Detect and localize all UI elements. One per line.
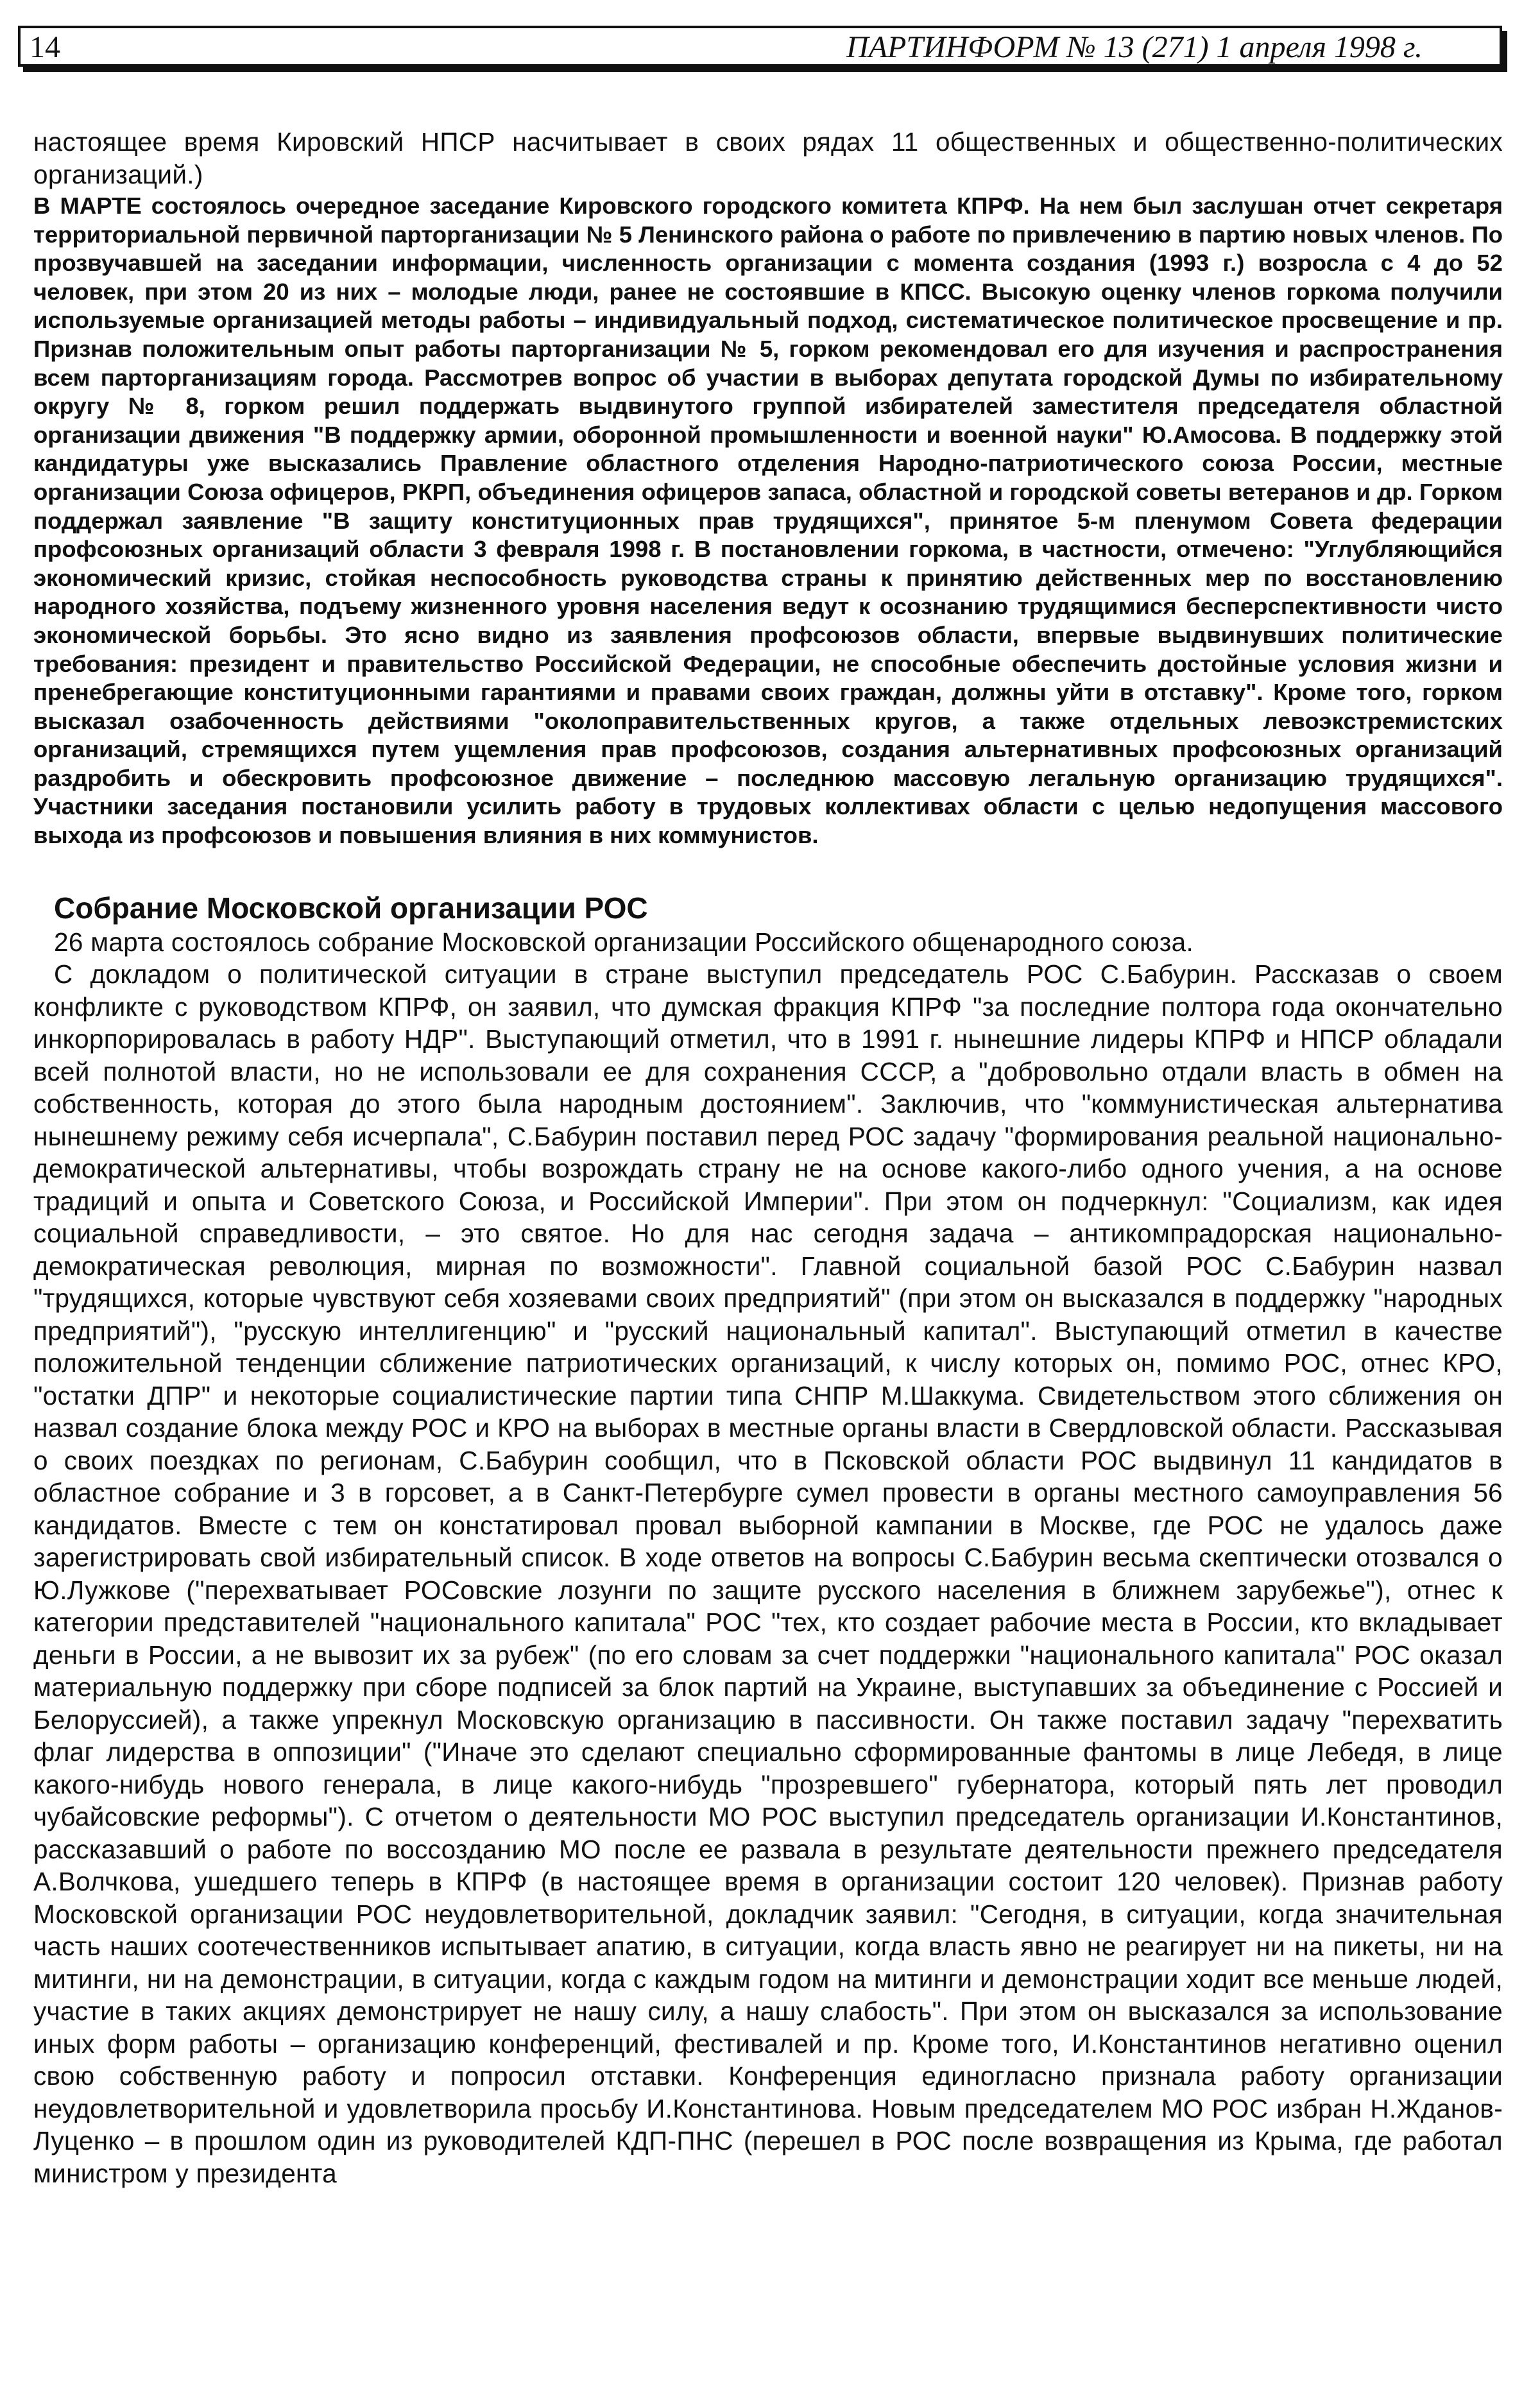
body-paragraph: С докладом о политической ситуации в стране выступил председатель РОС С.Бабурин. Рассказав о своем конфликте с руководством КПРФ, он заявил, что думская фракция КПРФ "за последние полтора года окончательно инкорпорировалась в работу НДР". Выступающий отметил, что в 1991 г. нынешние лидеры КПРФ и НПСР обладали всей полнотой власти, но не использовали ее для сохранения СССР, а "добровольно отдали власть в обмен на собственность, которая до этого была народным достоянием". Заключив, что "коммунистическая альтернатива нынешнему режиму себя исчерпала", С.Бабурин поставил перед РОС задачу "формирования реальной национально-демократической альтернативы, чтобы возрождать страну не на основе какого-либо одного учения, а на основе традиций и опыта и Советского Союза, и Российской Империи". При этом он подчеркнул: "Социализм, как идея социальной справедливости, – это святое. Но для нас сегодня задача – антикомпрадорская национально-демократическая революция, мирная по возможности". Главной социальной базой РОС С.Бабурин назвал "трудящихся, которые чувствуют себя хозяевами своих предприятий" (при этом он высказался в поддержку "народных предприятий"), "русскую интеллигенцию" и "русский национальный капитал". Выступающий отметил в качестве положительной тенденции сближение патриотических организаций, к числу которых он, помимо РОС, отнес КРО, "остатки ДПР" и некоторые социалистические партии типа СНПР М.Шаккума. Свидетельством этого сближения он назвал создание блока между РОС и КРО на выборах в местные органы власти в Свердловской области. Рассказывая о своих поездках по регионам, С.Бабурин сообщил, что в Псковской области РОС выдвинул 11 кандидатов в областное собрание и 3 в горсовет, а в Санкт-Петербурге сумел провести в органы местного самоуправления 56 кандидатов. Вместе с тем он констатировал провал выборной кампании в Москве, где РОС не удалось даже зарегистрировать свой избирательный список. В ходе ответов на вопросы С.Бабурин весьма скептически отозвался о Ю.Лужкове ("перехватывает РОСовские лозунги по защите русского населения в ближнем зарубежье"), отнес к категории представителей "национального капитала" РОС "тех, кто создает рабочие места в России, кто вкладывает деньги в России, а не вывозит их за рубеж" (по его словам за счет поддержки "национального капитала" РОС оказал материальную поддержку при сборе подписей за блок партий на Украине, выступавших за объединение с Россией и Белоруссией), а также упрекнул Московскую организацию в пассивности. Он также поставил задачу "перехватить флаг лидерства в оппозиции" ("Иначе это сделают специально сформированные фантомы в лице Лебедя, в лице какого-нибудь нового генерала, в лице какого-нибудь "прозревшего" губернатора, который пять лет проводил чубайсовские реформы"). С отчетом о деятельности МО РОС выступил председатель организации И.Константинов, рассказавший о работе по воссозданию МО после ее развала в результате деятельности прежнего председателя А.Волчкова, ушедшего теперь в КПРФ (в настоящее время в организации состоит 120 человек). Признав работу Московской организации РОС неудовлетворительной, докладчик заявил: "Сегодня, в ситуации, когда значительная часть наших соотечественников испытывает апатию, в ситуации, когда власть явно не реагирует ни на пикеты, ни на митинги, ни на демонстрации, в ситуации, когда с каждым годом на митинги и демонстрации ходит все меньше людей, участие в таких акциях демонстрирует не нашу силу, а нашу слабость". При этом он высказался за использование иных форм работы – организацию конференций, фестивалей и пр. Кроме того, И.Константинов негативно оценил свою собственную работу и попросил отставки. Конференция единогласно признала работу организации неудовлетворительной и удовлетворила просьбу И.Константинова. Новым председателем МО РОС избран Н.Жданов-Луценко – в прошлом один из руководителей КДП-ПНС (перешел в РОС после возвращения из Крыма, где работал министром у президента bbox=[33, 959, 1503, 2188]
issue-info: ПАРТИНФОРМ № 13 (271) 1 апреля 1998 г. bbox=[846, 30, 1423, 64]
continuation-paragraph: настоящее время Кировский НПСР насчитывает в своих рядах 11 общественных и общественно-политических организаций.) bbox=[33, 127, 1503, 189]
lead-paragraph: 26 марта состоялось собрание Московской организации Российского общенародного союза. bbox=[54, 927, 1194, 957]
page-number: 14 bbox=[30, 30, 60, 64]
section-title: Собрание Московской организации РОС bbox=[54, 891, 648, 925]
article-content bbox=[33, 126, 1503, 2189]
kirov-report-paragraph: В МАРТЕ состоялось очередное заседание Кировского городского комитета КПРФ. На нем был заслушан отчет секретаря территориальной первичной парторганизации № 5 Ленинского района о работе по привлечению в партию новых членов. По прозвучавшей на заседании информации, численность организации с момента создания (1993 г.) возросла с 4 до 52 человек, при этом 20 из них – молодые люди, ранее не состоявшие в КПСС. Высокую оценку членов горкома получили используемые организацией методы работы – индивидуальный подход, систематическое политическое просвещение и пр. Признав положительным опыт работы парторганизации № 5, горком рекомендовал его для изучения и распространения всем парторганизациям города. Рассмотрев вопрос об участии в выборах депутата городской Думы по избирательному округу № 8, горком решил поддержать выдвинутого группой избирателей заместителя председателя областной организации движения "В поддержку армии, оборонной промышленности и военной науки" Ю.Амосова. В поддержку этой кандидатуры уже высказались Правление областного отделения Народно-патриотического союза России, местные организации Союза офицеров, РКРП, объединения офицеров запаса, областной и городской советы ветеранов и др. Горком поддержал заявление "В защиту конституционных прав трудящихся", принятое 5-м пленумом Совета федерации профсоюзных организаций области 3 февраля 1998 г. В постановлении горкома, в частности, отмечено: "Углубляющийся экономический кризис, стойкая неспособность руководства страны к принятию действенных мер по восстановлению народного хозяйства, подъему жизненного уровня населения ведут к осознанию трудящимися бесперспективности чисто экономической борьбы. Это ясно видно из заявления профсоюзов области, впервые выдвинувших политические требования: президент и правительство Российской Федерации, не способные обеспечить достойные условия жизни и пренебрегающие конституционными гарантиями и правами своих граждан, должны уйти в отставку". Кроме того, горком высказал озабоченность действиями "околоправительственных кругов, а также отдельных левоэкстремистских организаций, стремящихся путем ущемления прав профсоюзов, создания альтернативных профсоюзных организаций раздробить и обескровить профсоюзное движение – последнюю массовую легальную организацию трудящихся". Участники заседания постановили усилить работу в трудовых коллективах области с целью недопущения массового выхода из профсоюзов и повышения влияния в них коммунистов. bbox=[33, 193, 1503, 849]
page-header bbox=[18, 26, 1502, 67]
